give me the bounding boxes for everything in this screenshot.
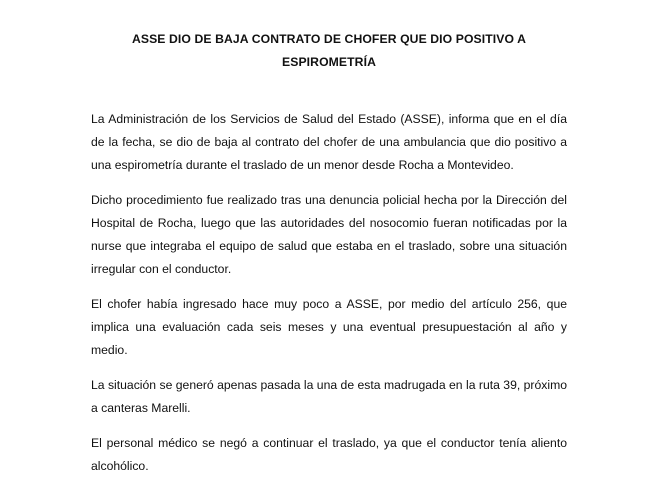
document-title xyxy=(90,28,568,74)
paragraph-4: La situación se generó apenas pasada la una de esta madrugada en la ruta 39, próximo a canteras Marelli. xyxy=(91,378,567,415)
document-body xyxy=(91,108,567,490)
title-line-1: ASSE DIO DE BAJA CONTRATO DE CHOFER QUE DIO POSITIVO A xyxy=(131,32,527,46)
paragraph-5: El personal médico se negó a continuar el traslado, ya que el conductor tenía aliento alcohólico. xyxy=(91,436,567,473)
title-line-2: ESPIROMETRÍA xyxy=(282,55,376,69)
paragraph-1: La Administración de los Servicios de Salud del Estado (ASSE), informa que en el día de la fecha, se dio de baja al contrato del chofer de una ambulancia que dio positivo a una espirometría durante el traslado de un menor desde Rocha a Montevideo. xyxy=(91,112,567,172)
paragraph-3: El chofer había ingresado hace muy poco a ASSE, por medio del artículo 256, que implica una evaluación cada seis meses y una eventual presupuestación al año y medio. xyxy=(91,297,567,357)
paragraph-2: Dicho procedimiento fue realizado tras una denuncia policial hecha por la Dirección del Hospital de Rocha, luego que las autoridades del nosocomio fueran notificadas por la nurse que integraba el equipo de salud que estaba en el traslado, sobre una situación irregular con el conductor. xyxy=(91,193,567,276)
